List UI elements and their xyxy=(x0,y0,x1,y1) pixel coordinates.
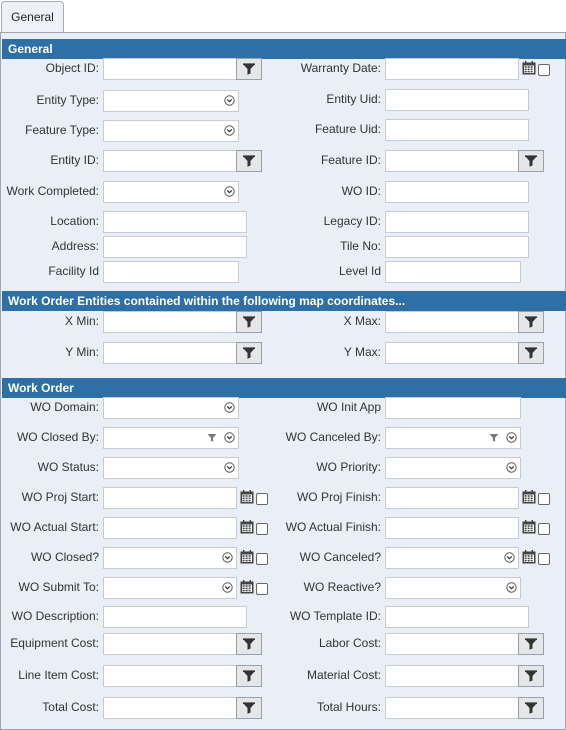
work-completed-label: Work Completed: xyxy=(6,184,99,198)
wo-actual-finish-label: WO Actual Finish: xyxy=(285,520,381,534)
y-max-label: Y Max: xyxy=(343,345,381,359)
wo-priority-label: WO Priority: xyxy=(316,460,381,474)
filter-icon xyxy=(524,316,538,331)
wo-closed-by-label: WO Closed By: xyxy=(16,430,99,444)
filter-icon xyxy=(489,432,499,446)
entity-uid-input[interactable] xyxy=(385,89,529,111)
legacy-id-label: Legacy ID: xyxy=(323,214,381,228)
wo-canceled-by-input[interactable] xyxy=(385,427,521,449)
calendar-icon[interactable] xyxy=(522,61,536,78)
wo-canceled-label: WO Canceled? xyxy=(299,550,381,564)
wo-canceled-checkbox[interactable] xyxy=(538,553,550,565)
chevron-down-icon[interactable] xyxy=(504,552,515,566)
wo-template-id-label: WO Template ID: xyxy=(289,609,381,623)
x-max-input[interactable] xyxy=(385,311,519,333)
wo-closed-label: WO Closed? xyxy=(30,550,99,564)
equipment-cost-label: Equipment Cost: xyxy=(10,636,99,650)
filter-icon xyxy=(524,347,538,362)
wo-actual-finish-checkbox[interactable] xyxy=(538,523,550,535)
total-hours-filter-button[interactable] xyxy=(518,697,544,719)
entity-uid-label: Entity Uid: xyxy=(326,92,381,106)
filter-icon xyxy=(524,670,538,685)
y-max-filter-button[interactable] xyxy=(518,342,544,364)
tile-no-input[interactable] xyxy=(385,236,529,258)
chevron-down-icon[interactable] xyxy=(506,462,517,476)
wo-proj-start-label: WO Proj Start: xyxy=(21,490,99,504)
wo-canceled-by-label: WO Canceled By: xyxy=(285,430,381,444)
wo-id-input[interactable] xyxy=(385,181,529,203)
filter-icon xyxy=(524,702,538,717)
wo-actual-finish-input[interactable] xyxy=(385,517,519,539)
warranty-date-input[interactable] xyxy=(385,58,519,80)
wo-proj-finish-input[interactable] xyxy=(385,487,519,509)
wo-init-app-label: WO Init App xyxy=(316,400,381,414)
wo-reactive-input[interactable] xyxy=(385,577,521,599)
wo-id-label: WO ID: xyxy=(341,184,381,198)
level-id-input[interactable] xyxy=(385,261,521,283)
feature-id-filter-button[interactable] xyxy=(518,150,544,172)
x-min-label: X Min: xyxy=(64,314,99,328)
section-header-coordinates: Work Order Entities contained within the following map coordinates... xyxy=(2,291,566,311)
filter-icon xyxy=(524,638,538,653)
feature-id-label: Feature ID: xyxy=(320,153,381,167)
labor-cost-filter-button[interactable] xyxy=(518,633,544,655)
entity-type-label: Entity Type: xyxy=(36,93,99,107)
wo-init-app-input[interactable] xyxy=(385,397,521,419)
x-max-filter-button[interactable] xyxy=(518,311,544,333)
calendar-icon[interactable] xyxy=(522,490,536,507)
labor-cost-input[interactable] xyxy=(385,633,519,655)
tile-no-label: Tile No: xyxy=(340,239,381,253)
material-cost-label: Material Cost: xyxy=(306,668,381,682)
chevron-down-icon[interactable] xyxy=(506,432,517,446)
feature-uid-input[interactable] xyxy=(385,119,529,141)
feature-id-input[interactable] xyxy=(385,150,519,172)
line-item-cost-label: Line Item Cost: xyxy=(18,668,99,682)
wo-actual-start-label: WO Actual Start: xyxy=(10,520,99,534)
wo-proj-finish-checkbox[interactable] xyxy=(538,493,550,505)
warranty-date-checkbox[interactable] xyxy=(538,64,550,76)
feature-type-label: Feature Type: xyxy=(25,123,99,137)
chevron-down-icon[interactable] xyxy=(506,582,517,596)
wo-submit-to-label: WO Submit To: xyxy=(18,580,99,594)
wo-priority-input[interactable] xyxy=(385,457,521,479)
section-header-work-order: Work Order xyxy=(2,378,566,398)
address-label: Address: xyxy=(51,239,99,253)
y-min-label: Y Min: xyxy=(65,345,99,359)
level-id-label: Level Id xyxy=(338,264,381,278)
wo-description-label: WO Description: xyxy=(11,609,99,623)
material-cost-input[interactable] xyxy=(385,665,519,687)
wo-proj-finish-label: WO Proj Finish: xyxy=(296,490,381,504)
total-hours-input[interactable] xyxy=(385,697,519,719)
wo-domain-label: WO Domain: xyxy=(30,400,99,414)
wo-reactive-label: WO Reactive? xyxy=(303,580,381,594)
total-hours-label: Total Hours: xyxy=(316,700,381,714)
facility-id-label: Facility Id xyxy=(48,264,99,278)
x-max-label: X Max: xyxy=(343,314,381,328)
total-cost-label: Total Cost: xyxy=(42,700,99,714)
calendar-icon[interactable] xyxy=(522,520,536,537)
entity-id-label: Entity ID: xyxy=(50,153,99,167)
labor-cost-label: Labor Cost: xyxy=(318,636,381,650)
feature-uid-label: Feature Uid: xyxy=(314,122,381,136)
location-label: Location: xyxy=(50,214,99,228)
section-header-general: General xyxy=(2,39,566,59)
tab-bar xyxy=(0,0,566,33)
y-max-input[interactable] xyxy=(385,342,519,364)
legacy-id-input[interactable] xyxy=(385,211,529,233)
calendar-icon[interactable] xyxy=(522,550,536,567)
object-id-label: Object ID: xyxy=(45,61,99,75)
tab-general[interactable]: General xyxy=(1,1,64,33)
material-cost-filter-button[interactable] xyxy=(518,665,544,687)
filter-icon xyxy=(524,155,538,170)
warranty-date-label: Warranty Date: xyxy=(300,61,381,75)
wo-canceled-input[interactable] xyxy=(385,547,519,569)
wo-status-label: WO Status: xyxy=(37,460,99,474)
wo-template-id-input[interactable] xyxy=(385,606,529,628)
